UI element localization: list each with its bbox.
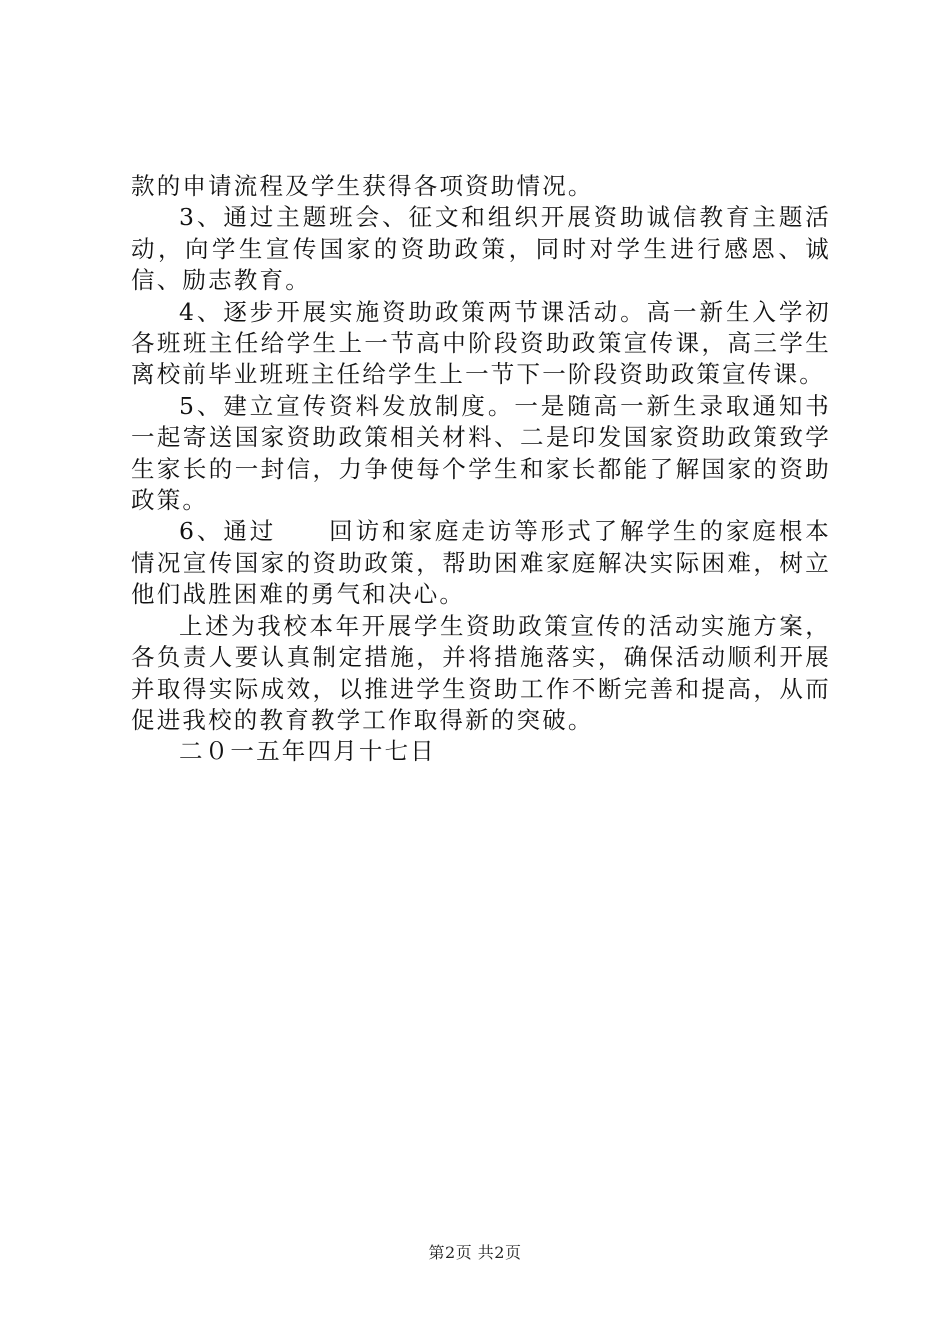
paragraph-item-3: 3、通过主题班会、征文和组织开展资助诚信教育主题活动，向学生宣传国家的资助政策，同时对学生进行感恩、诚信、励志教育。 [131, 203, 831, 295]
paragraph-item-5: 5、建立宣传资料发放制度。一是随高一新生录取通知书一起寄送国家资助政策相关材料、二是印发国家资助政策致学生家长的一封信，力争使每个学生和家长都能了解国家的资助政策。 [131, 391, 831, 515]
paragraph-item-6: 6、通过 回访和家庭走访等形式了解学生的家庭根本情况宣传国家的资助政策，帮助困难家庭解决实际困难，树立他们战胜困难的勇气和决心。 [131, 517, 831, 609]
paragraph-conclusion: 上述为我校本年开展学生资助政策宣传的活动实施方案，各负责人要认真制定措施，并将措施落实，确保活动顺利开展并取得实际成效，以推进学生资助工作不断完善和提高，从而促进我校的教育教学工作取得新的突破。 [131, 611, 831, 734]
paragraph-continuation: 款的申请流程及学生获得各项资助情况。 [131, 172, 594, 200]
page-number-footer: 第2页 共2页 [428, 1243, 522, 1262]
document-date: 二０一五年四月十七日 [179, 737, 436, 766]
document-body [131, 171, 831, 768]
paragraph-item-4: 4、逐步开展实施资助政策两节课活动。高一新生入学初各班班主任给学生上一节高中阶段资助政策宣传课，高三学生离校前毕业班班主任给学生上一节下一阶段资助政策宣传课。 [131, 297, 831, 389]
